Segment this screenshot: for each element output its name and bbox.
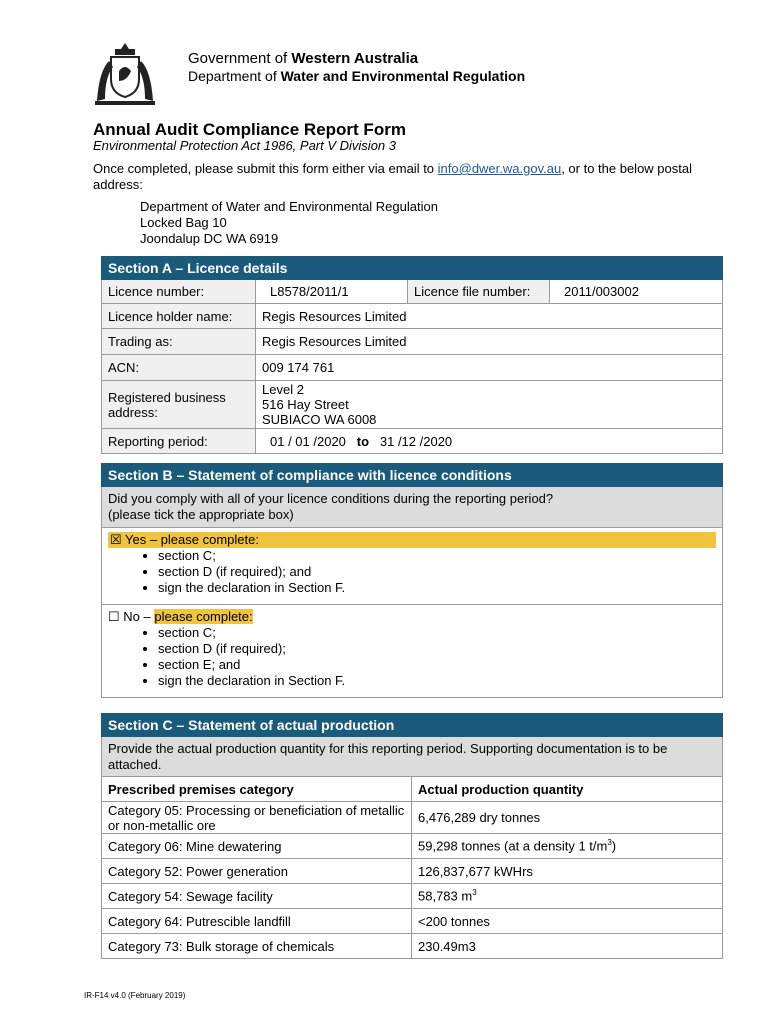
section-a-heading: Section A – Licence details <box>102 257 723 280</box>
section-c-table <box>101 713 723 959</box>
list-item: • section E; and <box>158 657 716 673</box>
licence-number-label: Licence number: <box>102 280 256 304</box>
category-cell: Category 05: Processing or beneficiation of metallic or non-metallic ore <box>102 802 412 834</box>
section-b-table <box>101 463 723 698</box>
section-b-heading: Section B – Statement of compliance with licence conditions <box>102 464 723 487</box>
category-cell: Category 54: Sewage facility <box>102 884 412 909</box>
list-item: • sign the declaration in Section F. <box>158 580 716 596</box>
quantity-cell[interactable]: 126,837,677 kWHrs <box>412 859 723 884</box>
list-item: • section C; <box>158 625 716 641</box>
form-version-footer: IR-F14 v4.0 (February 2019) <box>84 991 186 1000</box>
category-cell: Category 06: Mine dewatering <box>102 834 412 859</box>
holder-label: Licence holder name: <box>102 304 256 329</box>
licence-file-label: Licence file number: <box>408 280 550 304</box>
category-cell: Category 52: Power generation <box>102 859 412 884</box>
trading-value[interactable]: Regis Resources Limited <box>256 329 723 355</box>
quantity-cell[interactable]: 58,783 $m^3$ <box>412 884 723 909</box>
email-link[interactable]: info@dwer.wa.gov.au <box>437 161 562 176</box>
address-value[interactable]: Level 2 516 Hay Street SUBIACO WA 6008 <box>256 381 723 429</box>
form-subtitle: Environmental Protection Act 1986, Part V Division 3 <box>93 138 396 153</box>
col-header-category: Prescribed premises category <box>102 777 412 802</box>
col-header-quantity: Actual production quantity <box>412 777 723 802</box>
form-title: Annual Audit Compliance Report Form <box>93 120 406 139</box>
postal-address: Department of Water and Environmental Regulation Locked Bag 10 Joondalup DC WA 6919 <box>140 199 438 246</box>
intro-text: Once completed, please submit this form either via email to info@dwer.wa.gov.au, or to the below postal address: <box>93 161 692 192</box>
section-a-table <box>101 256 723 454</box>
compliance-question: Did you comply with all of your licence conditions during the reporting period? (please tick the appropriate box) <box>102 487 723 528</box>
yes-option[interactable] <box>102 528 723 605</box>
department-name: Department of Water and Environmental Regulation <box>188 68 526 84</box>
government-name: Government of Western Australia <box>188 50 419 67</box>
no-checkbox-label[interactable]: ☐ No <box>108 609 140 624</box>
licence-file-value[interactable]: 2011/003002 <box>550 280 723 304</box>
category-cell: Category 64: Putrescible landfill <box>102 909 412 934</box>
address-label: Registered business address: <box>102 381 256 429</box>
no-option[interactable]: ☐ No – please complete: • section C; • section D (if required); • section E; and • sign the declaration in Section F. <box>102 605 723 698</box>
list-item: • section D (if required); <box>158 641 716 657</box>
period-value[interactable]: 01 / 01 /2020 to 31 /12 /2020 <box>256 429 723 454</box>
licence-number-value[interactable]: L8578/2011/1 <box>256 280 408 304</box>
period-label: Reporting period: <box>102 429 256 454</box>
list-item: • section D (if required); and <box>158 564 716 580</box>
quantity-cell[interactable]: 6,476,289 dry tonnes <box>412 802 723 834</box>
quantity-cell[interactable]: 59,298 tonnes (at a density 1 $t/m^3$) <box>412 834 723 859</box>
quantity-cell[interactable]: <200 tonnes <box>412 909 723 934</box>
section-c-heading: Section C – Statement of actual production <box>102 714 723 737</box>
quantity-cell[interactable]: 230.49m3 <box>412 934 723 959</box>
wa-coat-of-arms-logo <box>93 41 157 107</box>
acn-label: ACN: <box>102 355 256 381</box>
category-cell: Category 73: Bulk storage of chemicals <box>102 934 412 959</box>
list-item: • section C; <box>158 548 716 564</box>
list-item: • sign the declaration in Section F. <box>158 673 716 689</box>
production-instruction: Provide the actual production quantity for this reporting period. Supporting documentation is to be attached. <box>102 737 723 777</box>
holder-value[interactable]: Regis Resources Limited <box>256 304 723 329</box>
trading-label: Trading as: <box>102 329 256 355</box>
acn-value[interactable]: 009 174 761 <box>256 355 723 381</box>
yes-checkbox-label[interactable]: ☒ Yes – please complete: <box>108 532 716 548</box>
